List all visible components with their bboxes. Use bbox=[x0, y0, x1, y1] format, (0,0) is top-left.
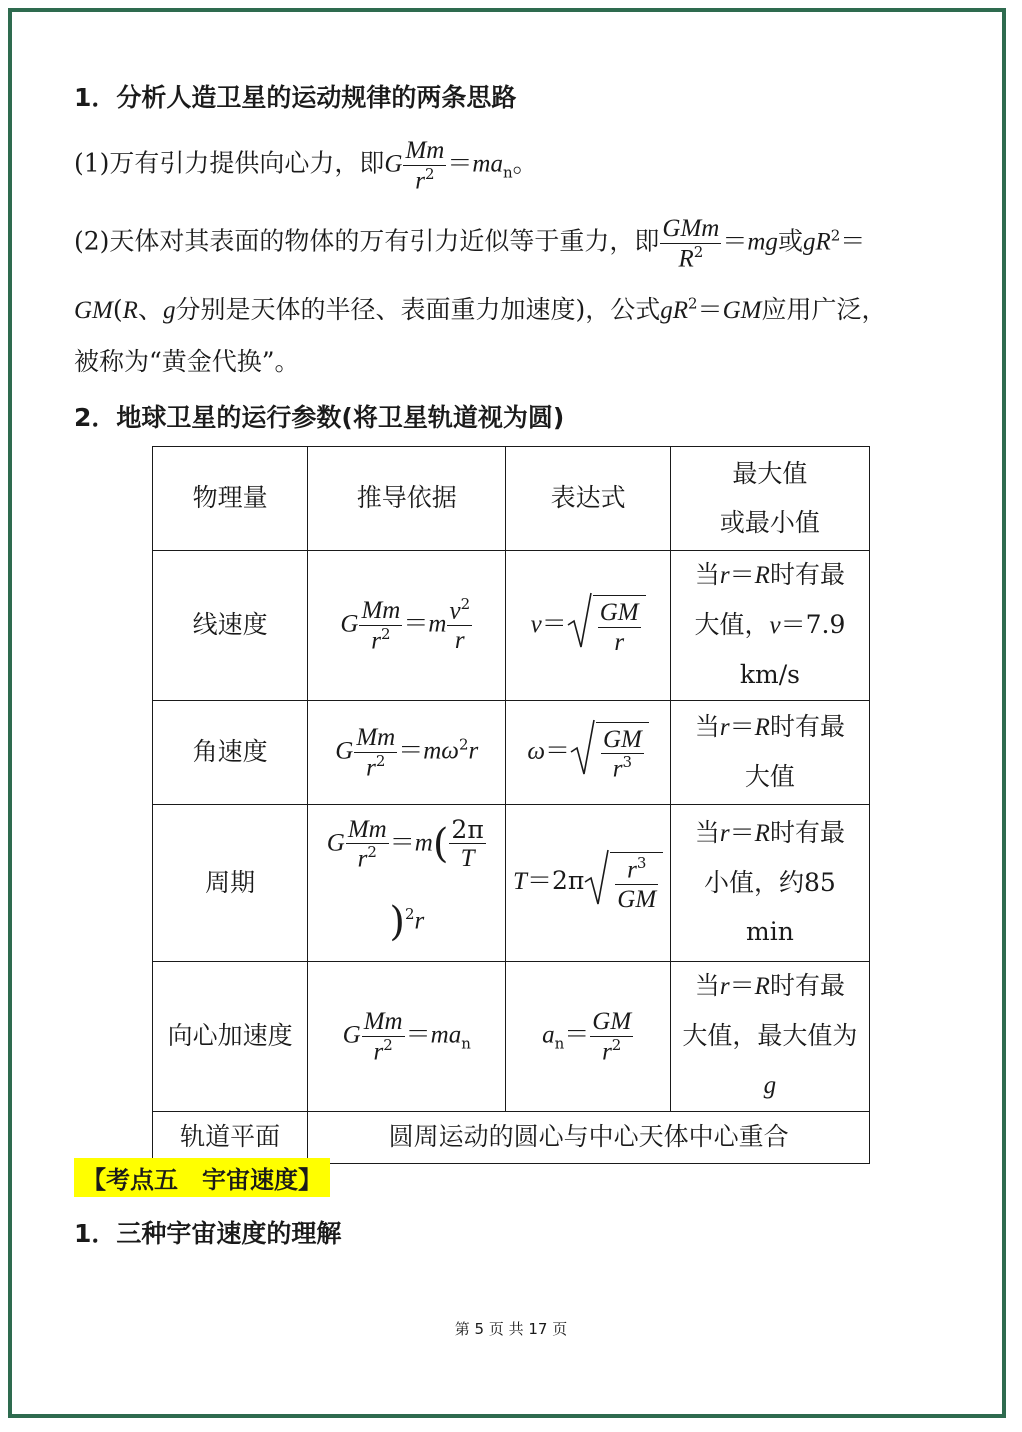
table-row bbox=[153, 1112, 870, 1164]
sqrt-symbol: $\frac{GM}{r}$ bbox=[567, 595, 646, 656]
idea2-line: (2)天体对其表面的物体的万有引力近似等于重力，即 $\frac{\text{GMm}}{R^2}$ ＝mg或$gR^2=$ bbox=[74, 215, 866, 272]
expression-period: T＝2π $\frac{r^3}{GM}$ bbox=[506, 805, 670, 962]
idea1-text: (1)万有引力提供向心力，即 bbox=[74, 148, 385, 178]
header-basis: 推导依据 bbox=[308, 447, 506, 551]
idea1-line: (1)万有引力提供向心力，即G $\frac{Mm}{r^2}$ $=ma_n$。 bbox=[74, 137, 538, 194]
expression-velocity: v＝ $\frac{GM}{r}$ bbox=[506, 551, 670, 701]
page-number: 第 5 页 共 17 页 bbox=[454, 1320, 568, 1338]
header-expression: 表达式 bbox=[506, 447, 670, 551]
golden-substitution-line: 被称为“黄金代换”。 bbox=[74, 347, 300, 376]
header-max: 最大值 bbox=[732, 458, 808, 488]
table-row bbox=[153, 551, 870, 701]
idea2-line2: GM(R、g分别是天体的半径、表面重力加速度)，公式$gR^2=GM$应用广泛， bbox=[74, 294, 887, 324]
row-quantity-acceleration: 向心加速度 bbox=[153, 962, 308, 1112]
topic-tag: 【考点五 宇宙速度】 bbox=[74, 1158, 330, 1197]
extreme-velocity: 当r＝R时有最 大值，v＝7.9 km/s bbox=[670, 551, 869, 701]
idea2-text2: 分别是天体的半径、表面重力加速度)，公式 bbox=[175, 295, 661, 324]
topic5-item1: 1．三种宇宙速度的理解 bbox=[74, 1219, 342, 1248]
basis-velocity: G $\frac{Mm}{r^2}$ ＝m $\frac{v^2}{r}$ bbox=[308, 551, 506, 701]
section1-heading: 1．分析人造卫星的运动规律的两条思路 bbox=[74, 83, 517, 112]
header-quantity: 物理量 bbox=[153, 447, 308, 551]
idea1-suffix: 。 bbox=[512, 148, 538, 178]
extreme-acceleration: 当r＝R时有最 大值，最大值为 g bbox=[670, 962, 869, 1112]
table-header-row bbox=[153, 447, 870, 551]
row-quantity-velocity: 线速度 bbox=[153, 551, 308, 701]
header-extreme bbox=[670, 447, 869, 551]
table-row bbox=[153, 805, 870, 962]
table-row bbox=[153, 962, 870, 1112]
sqrt-symbol: $\frac{GM}{r^3}$ bbox=[570, 722, 649, 783]
row-orbit-value: 圆周运动的圆心与中心天体中心重合 bbox=[308, 1112, 870, 1164]
extreme-period: 当r＝R时有最 小值，约85 min bbox=[670, 805, 869, 962]
row-quantity-period: 周期 bbox=[153, 805, 308, 962]
table-row bbox=[153, 701, 870, 805]
row-orbit-label: 轨道平面 bbox=[153, 1112, 308, 1164]
satellite-parameters-table bbox=[152, 446, 870, 1164]
fraction-Mm-r2: $\frac{Mm}{r^2}$ bbox=[405, 137, 445, 194]
row-quantity-angular: 角速度 bbox=[153, 701, 308, 805]
expression-acceleration: $a_n=$ $\frac{GM}{r^2}$ bbox=[506, 962, 670, 1112]
basis-acceleration: G $\frac{Mm}{r^2}$ $=ma_n$ bbox=[308, 962, 506, 1112]
basis-angular: G $\frac{Mm}{r^2}$ $=m\omega^2r$ bbox=[308, 701, 506, 805]
idea2-text: (2)天体对其表面的物体的万有引力近似等于重力，即 bbox=[74, 226, 660, 256]
header-min: 或最小值 bbox=[719, 507, 820, 537]
fraction-GMm-R2: $\frac{\text{GMm}}{R^2}$ bbox=[662, 215, 720, 272]
section2-heading: 2．地球卫星的运行参数(将卫星轨道视为圆) bbox=[74, 403, 565, 432]
extreme-angular: 当r＝R时有最 大值 bbox=[670, 701, 869, 805]
basis-period: G $\frac{Mm}{r^2}$ ＝m( $\frac{2\pi}{T}$ )$^2$r bbox=[308, 805, 506, 962]
sqrt-symbol: $\frac{r^3}{GM}$ bbox=[584, 852, 663, 913]
idea2-text2-end: 应用广泛， bbox=[761, 295, 887, 324]
expression-angular: ω＝ $\frac{GM}{r^3}$ bbox=[506, 701, 670, 805]
